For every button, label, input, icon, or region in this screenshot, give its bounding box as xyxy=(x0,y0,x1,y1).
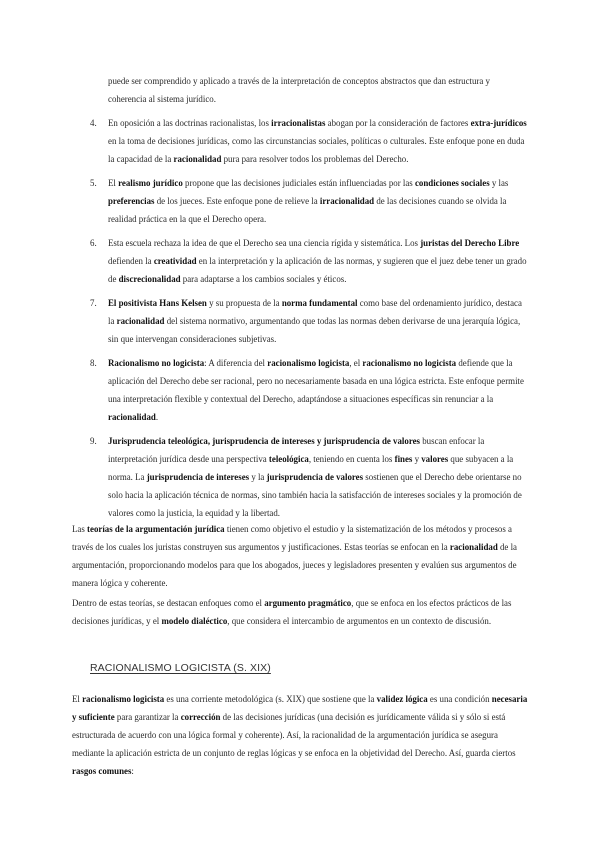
list-item-text xyxy=(108,174,528,228)
text-run: abogan por la consideración de factores xyxy=(325,118,471,128)
bold-term: racionalidad xyxy=(449,542,498,552)
bold-term: fines xyxy=(394,454,413,464)
text-run: defienden la xyxy=(108,256,154,266)
bold-term: corrección xyxy=(180,712,221,722)
bold-term: teleológica xyxy=(268,454,309,464)
text-run: sostienen que el Derecho debe orientarse no solo hacia la aplicación técnica de normas, sino también hacia la satisfacción de intereses sociales y la promoción de valores como la justicia, la equidad y la libertad. xyxy=(108,472,522,518)
bold-term: necesaria y suficiente xyxy=(72,694,528,722)
list-item-number: 8. xyxy=(90,358,97,368)
text-run: En oposición a las doctrinas racionalistas, los xyxy=(108,118,272,128)
text-run: en la interpretación y la aplicación de las normas, y sugieren que el juez debe tener un grado de xyxy=(108,256,527,284)
bold-term: realismo jurídico xyxy=(118,178,183,188)
list-item-text xyxy=(108,114,528,168)
bold-term: irracionalistas xyxy=(271,118,326,128)
bold-term: Racionalismo no logicista xyxy=(108,358,205,368)
bold-term: racionalidad xyxy=(173,154,222,164)
bold-term: creatividad xyxy=(153,256,197,266)
text-run: y su propuesta de la xyxy=(206,298,282,308)
text-run: en la toma de decisiones jurídicas, como las circunstancias sociales, políticas o culturales. Este enfoque pone en duda la capacidad de la xyxy=(108,136,525,164)
text-run: El xyxy=(108,178,119,188)
text-run: , que considera el intercambio de argumentos en un contexto de discusión. xyxy=(227,616,492,626)
text-run: : xyxy=(131,766,134,776)
text-run: tienen como objetivo el estudio y la sistematización de los métodos y procesos a través de los cuales los juristas construyen sus argumentos y justificaciones. Estas teorías se enfocan en la xyxy=(72,524,512,552)
body-paragraph xyxy=(72,520,528,592)
bold-term: condiciones sociales xyxy=(414,178,490,188)
text-run: y las xyxy=(489,178,509,188)
bold-term: Jurisprudencia teleológica, jurisprudencia de intereses y jurisprudencia de valores xyxy=(108,436,421,446)
list-item-text xyxy=(108,432,528,522)
text-run: , el xyxy=(349,358,363,368)
text-run: de las decisiones cuando se olvida la realidad práctica en la que el Derecho opera. xyxy=(108,196,507,224)
text-run: , que se enfoca en los efectos prácticos de las decisiones jurídicas, y el xyxy=(72,598,512,626)
list-item-text xyxy=(108,354,528,426)
bold-term: jurisprudencia de valores xyxy=(266,472,364,482)
bold-term: preferencias xyxy=(108,196,155,206)
continuation-paragraph xyxy=(108,72,528,108)
bold-term: extra-jurídicos xyxy=(470,118,527,128)
text-run: pura para resolver todos los problemas del Derecho. xyxy=(221,154,409,164)
text-run: como base del ordenamiento jurídico, destaca la xyxy=(108,298,522,326)
bold-term: discrecionalidad xyxy=(118,274,181,284)
bold-term: norma fundamental xyxy=(281,298,358,308)
text-run: de las decisiones jurídicas (una decisión es jurídicamente válida si y sólo si está estructurada de acuerdo con una lógica formal y coherente). Así, la racionalidad de la argumentación jurídica se asegura mediante la aplicación estricta de un conjunto de reglas lógicas y se enfoca en la objetividad del Derecho. Así, guarda ciertos xyxy=(72,712,516,758)
list-item-text xyxy=(108,234,528,288)
text-run: Las xyxy=(72,524,88,534)
bold-term: teorías de la argumentación jurídica xyxy=(87,524,225,534)
text-run: El xyxy=(72,694,83,704)
bold-term: racionalismo logicista xyxy=(82,694,165,704)
text-run: del sistema normativo, argumentando que todas las normas deben derivarse de una jerarquía lógica, sin que intervengan consideraciones subjetivas. xyxy=(108,316,521,344)
bold-term: juristas del Derecho Libre xyxy=(420,238,520,248)
bold-term: racionalismo no logicista xyxy=(362,358,457,368)
text-run: para garantizar la xyxy=(114,712,181,722)
bold-term: racionalidad xyxy=(116,316,165,326)
text-run: es una condición xyxy=(427,694,492,704)
text-run: buscan enfocar la interpretación jurídica desde una perspectiva xyxy=(108,436,485,464)
bold-term: rasgos comunes xyxy=(72,766,132,776)
bold-term: racionalismo logicista xyxy=(267,358,350,368)
bold-term: validez lógica xyxy=(376,694,428,704)
body-paragraph xyxy=(72,594,528,630)
list-item-number: 9. xyxy=(90,436,97,446)
text-run: defiende que la aplicación del Derecho debe ser racional, pero no necesariamente basada en una lógica estricta. Este enfoque permite una interpretación flexible y contextual del Derecho, adaptándose a situaciones específicas sin renunciar a la xyxy=(108,358,524,404)
list-item-number: 7. xyxy=(90,298,97,308)
bold-term: valores xyxy=(421,454,449,464)
text-run: de los jueces. Este enfoque pone de relieve la xyxy=(154,196,320,206)
text-run: puede ser comprendido y aplicado a través de la interpretación de conceptos abstractos que dan estructura y coherencia al sistema jurídico. xyxy=(108,76,490,104)
text-run: es una corriente metodológica (s. XIX) que sostiene que la xyxy=(164,694,377,704)
text-run: para adaptarse a los cambios sociales y éticos. xyxy=(180,274,347,284)
final-paragraph xyxy=(72,690,528,780)
bold-term: argumento pragmático xyxy=(264,598,352,608)
text-run: que subyacen a la norma. La xyxy=(108,454,514,482)
text-run: Dentro de estas teorías, se destacan enfoques como el xyxy=(72,598,265,608)
text-run: propone que las decisiones judiciales están influenciadas por las xyxy=(182,178,415,188)
text-run: y xyxy=(412,454,422,464)
list-item-number: 6. xyxy=(90,238,97,248)
bold-term: irracionalidad xyxy=(319,196,375,206)
text-run: , teniendo en cuenta los xyxy=(308,454,395,464)
list-item-number: 4. xyxy=(90,118,97,128)
text-run: . xyxy=(155,412,159,422)
bold-term: racionalidad xyxy=(108,412,156,422)
section-heading: RACIONALISMO LOGICISTA (S. XIX) xyxy=(90,662,271,674)
text-run: Esta escuela rechaza la idea de que el Derecho sea una ciencia rígida y sistemática. Los xyxy=(108,238,421,248)
bold-term: modelo dialéctico xyxy=(161,616,228,626)
text-run: : A diferencia del xyxy=(204,358,268,368)
list-item-text xyxy=(108,294,528,348)
text-run: de la argumentación, proporcionando modelos para que los abogados, jueces y legisladores presenten y evalúen sus argumentos de manera lógica y coherente. xyxy=(72,542,517,588)
text-run: y la xyxy=(249,472,267,482)
bold-term: El positivista Hans Kelsen xyxy=(108,298,207,308)
bold-term: jurisprudencia de intereses xyxy=(146,472,250,482)
list-item-number: 5. xyxy=(90,178,97,188)
